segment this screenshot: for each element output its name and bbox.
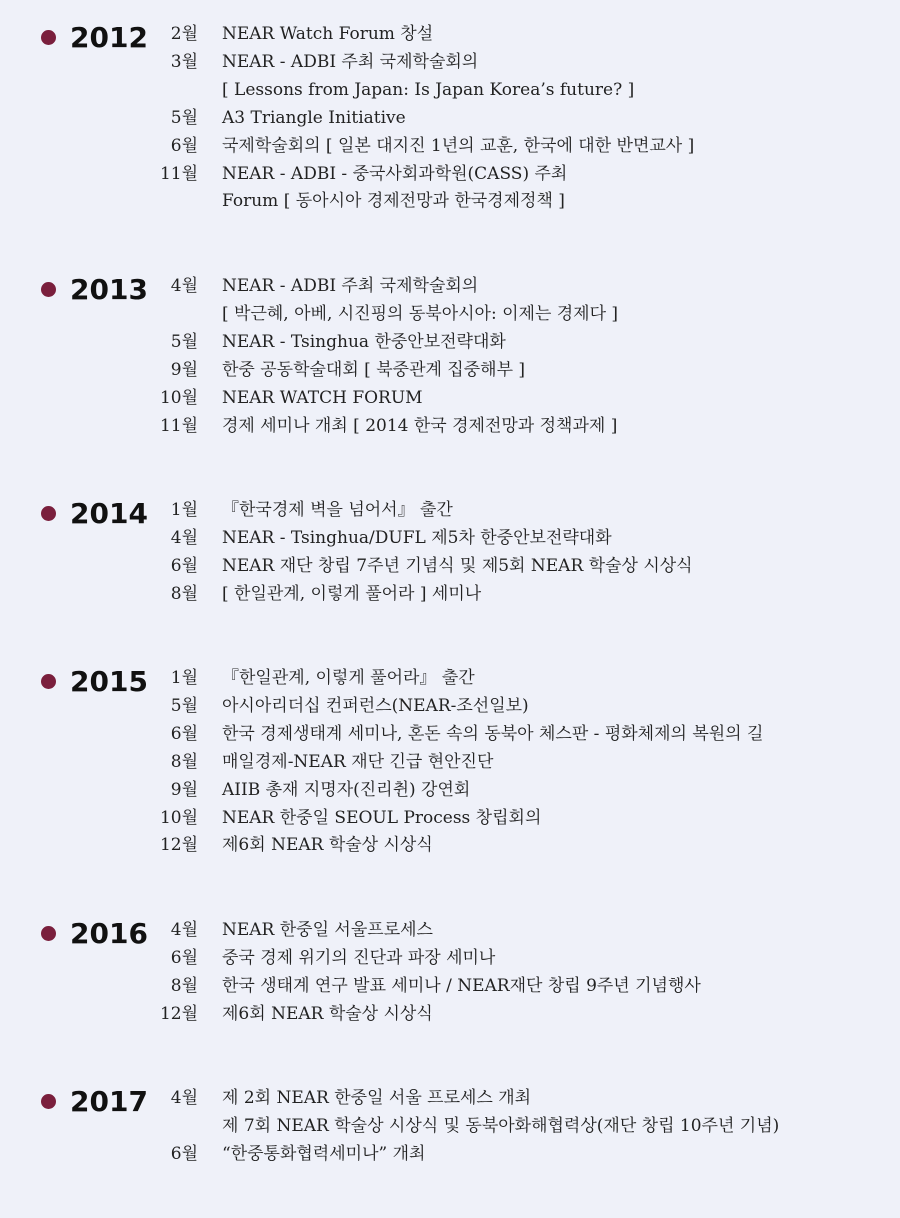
- event-text: NEAR 한중일 SEOUL Process 창립회의: [222, 807, 542, 828]
- event-text: NEAR - ADBI 주최 국제학술회의: [222, 51, 479, 72]
- event-text: 제 2회 NEAR 한중일 서울 프로세스 개최: [222, 1088, 532, 1108]
- event-month: 2월: [170, 24, 198, 44]
- event-row: [0, 748, 900, 776]
- event-row: [0, 104, 900, 132]
- event-row: [0, 160, 900, 188]
- event-text: [ Lessons from Japan: Is Japan Korea’s future? ]: [222, 79, 635, 100]
- event-month: 8월: [170, 975, 198, 996]
- event-row: [0, 1000, 900, 1028]
- event-row: [0, 664, 900, 692]
- event-month: 4월: [170, 527, 198, 548]
- event-text: 『한일관계, 이렇게 풀어라』 출간: [222, 668, 475, 688]
- event-row: [0, 552, 900, 580]
- event-row: [0, 804, 900, 832]
- event-month: 10월: [159, 807, 198, 828]
- event-row: [0, 272, 900, 300]
- event-row: [0, 1084, 900, 1112]
- event-row: [0, 496, 900, 524]
- event-row: [0, 580, 900, 608]
- event-text: 경제 세미나 개최 [ 2014 한국 경제전망과 정책과제 ]: [222, 415, 618, 436]
- event-text: 『한국경제 벽을 넘어서』 출간: [222, 500, 453, 520]
- event-text: 매일경제-NEAR 재단 긴급 현안진단: [222, 751, 494, 772]
- event-text: NEAR 재단 창립 7주년 기념식 및 제5회 NEAR 학술상 시상식: [222, 555, 693, 576]
- event-text: 제6회 NEAR 학술상 시상식: [222, 835, 433, 856]
- event-row: [0, 776, 900, 804]
- event-text: NEAR WATCH FORUM: [222, 387, 423, 408]
- event-text: 국제학술회의 [ 일본 대지진 1년의 교훈, 한국에 대한 반면교사 ]: [222, 135, 695, 156]
- event-text: 한중 공동학술대회 [ 북중관계 집중해부 ]: [222, 359, 526, 380]
- event-row: [0, 48, 900, 76]
- event-row: [0, 384, 900, 412]
- event-month: 12월: [159, 1003, 198, 1024]
- event-month: 8월: [170, 751, 198, 772]
- event-row: [0, 1112, 900, 1140]
- event-month: 6월: [170, 947, 198, 968]
- event-text: AIIB 총재 지명자(진리췬) 강연회: [222, 779, 471, 800]
- event-month: 12월: [159, 835, 198, 856]
- event-text: NEAR - ADBI - 중국사회과학원(CASS) 주최: [222, 163, 568, 184]
- event-text: [ 박근혜, 아베, 시진핑의 동북아시아: 이제는 경제다 ]: [222, 303, 619, 324]
- event-month: 6월: [170, 1143, 198, 1164]
- year-heading: 2016: [70, 917, 148, 950]
- event-month: 4월: [170, 920, 198, 940]
- event-text: A3 Triangle Initiative: [222, 107, 406, 128]
- event-month: 9월: [170, 359, 198, 380]
- event-row: [0, 300, 900, 328]
- event-month: 1월: [170, 500, 198, 520]
- event-row: [0, 972, 900, 1000]
- year-heading: 2015: [70, 665, 148, 698]
- event-text: 제6회 NEAR 학술상 시상식: [222, 1003, 433, 1024]
- event-month: 6월: [170, 135, 198, 156]
- year-heading: 2012: [70, 21, 148, 54]
- event-row: [0, 524, 900, 552]
- event-month: 9월: [170, 779, 198, 800]
- event-row: [0, 831, 900, 859]
- event-month: 11월: [159, 415, 198, 436]
- event-text: “한중통화협력세미나” 개최: [222, 1143, 426, 1164]
- event-text: Forum [ 동아시아 경제전망과 한국경제정책 ]: [222, 191, 565, 212]
- event-text: NEAR Watch Forum 창설: [222, 24, 434, 44]
- year-heading: 2017: [70, 1085, 148, 1118]
- event-text: 한국 생태계 연구 발표 세미나 / NEAR재단 창립 9주년 기념행사: [222, 975, 701, 996]
- event-month: 11월: [159, 163, 198, 184]
- event-row: [0, 20, 900, 48]
- event-text: NEAR 한중일 서울프로세스: [222, 920, 433, 940]
- event-row: [0, 76, 900, 104]
- event-row: [0, 916, 900, 944]
- event-month: 5월: [170, 107, 198, 128]
- event-month: 4월: [170, 1088, 198, 1108]
- event-month: 4월: [170, 276, 198, 296]
- event-text: 한국 경제생태계 세미나, 혼돈 속의 동북아 체스판 - 평화체제의 복원의 길: [222, 723, 764, 744]
- event-month: 3월: [170, 51, 198, 72]
- event-row: [0, 132, 900, 160]
- year-heading: 2014: [70, 497, 148, 530]
- event-row: [0, 187, 900, 215]
- event-row: [0, 692, 900, 720]
- event-row: [0, 944, 900, 972]
- event-text: 중국 경제 위기의 진단과 파장 세미나: [222, 947, 496, 968]
- event-row: [0, 1140, 900, 1168]
- event-row: [0, 720, 900, 748]
- event-text: NEAR - Tsinghua/DUFL 제5차 한중안보전략대화: [222, 527, 612, 548]
- event-month: 8월: [170, 583, 198, 604]
- event-text: NEAR - Tsinghua 한중안보전략대화: [222, 331, 506, 352]
- event-row: [0, 356, 900, 384]
- event-month: 6월: [170, 555, 198, 576]
- event-text: NEAR - ADBI 주최 국제학술회의: [222, 276, 479, 296]
- event-month: 5월: [170, 331, 198, 352]
- event-text: [ 한일관계, 이렇게 풀어라 ] 세미나: [222, 583, 482, 604]
- year-heading: 2013: [70, 273, 148, 306]
- event-month: 5월: [170, 695, 198, 716]
- event-text: 아시아리더십 컨퍼런스(NEAR-조선일보): [222, 695, 529, 716]
- event-text: 제 7회 NEAR 학술상 시상식 및 동북아화해협력상(재단 창립 10주년 기념): [222, 1115, 780, 1136]
- event-month: 10월: [159, 387, 198, 408]
- event-month: 6월: [170, 723, 198, 744]
- event-row: [0, 328, 900, 356]
- event-month: 1월: [170, 668, 198, 688]
- event-row: [0, 412, 900, 440]
